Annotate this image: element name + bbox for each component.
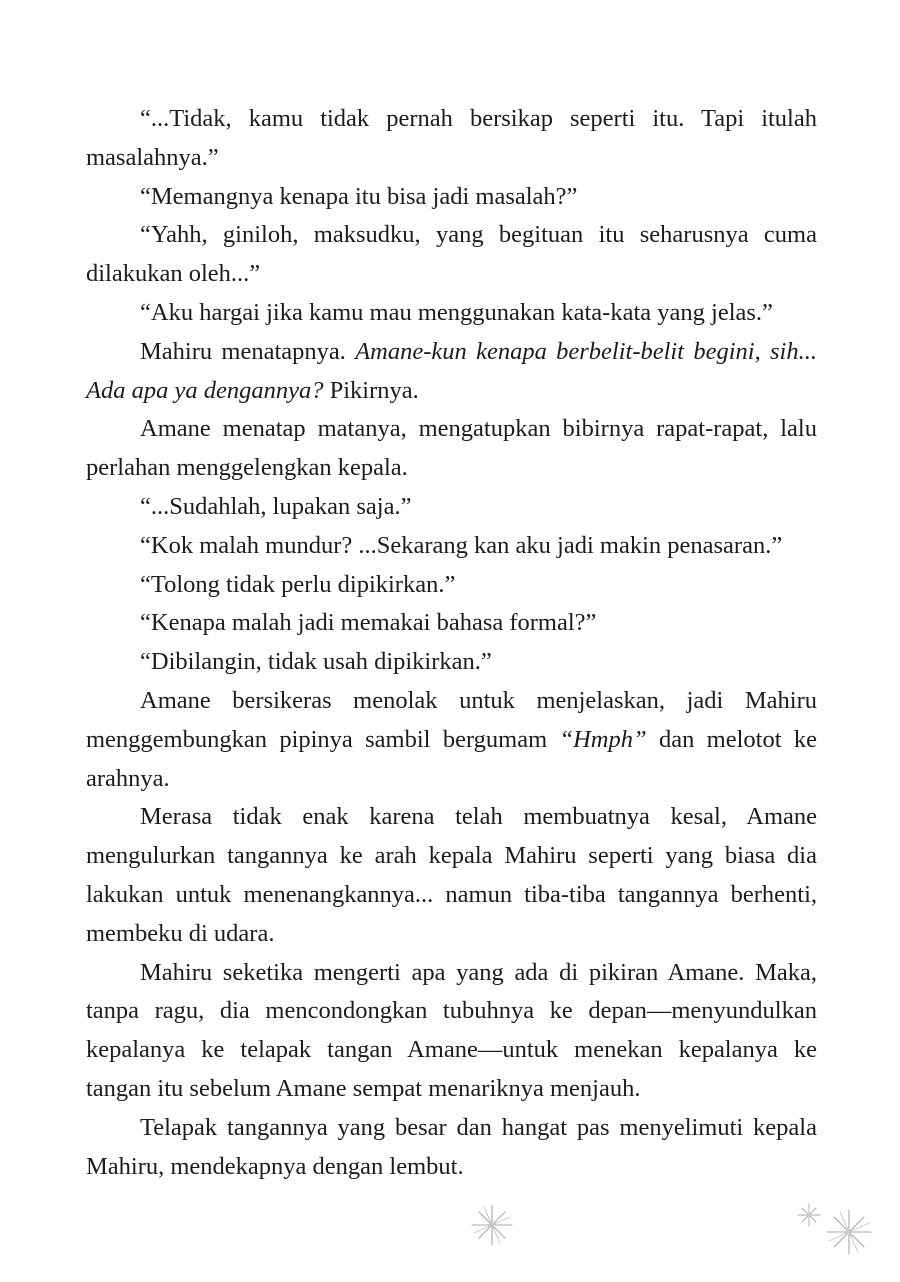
- paragraph-text: “Aku hargai jika kamu mau menggunakan kata-kata yang jelas.”: [140, 298, 773, 326]
- paragraph-text: Mahiru menatapnya.: [140, 337, 356, 365]
- paragraph: [86, 333, 817, 411]
- paragraph-text: Amane menatap matanya, mengatupkan bibirnya rapat-rapat, lalu perlahan menggelengkan kepala.: [86, 415, 817, 482]
- paragraph-text: “Yahh, giniloh, maksudku, yang begituan itu seharusnya cuma dilakukan oleh...”: [86, 221, 817, 288]
- paragraph-text: “...Tidak, kamu tidak pernah bersikap seperti itu. Tapi itulah masalahnya.”: [86, 105, 817, 171]
- italic-text: Amane-kun kenapa berbelit-belit begini, sih... Ada apa ya dengannya?: [86, 337, 817, 404]
- paragraph-text: Amane bersikeras menolak untuk menjelaskan, jadi Mahiru menggembungkan pipinya sambil bergumam: [86, 686, 817, 753]
- paragraph: [86, 954, 817, 1109]
- paragraph: [86, 604, 817, 643]
- paragraph-text: “Dibilangin, tidak usah dipikirkan.”: [140, 648, 492, 676]
- sparkle-icon: [471, 1204, 513, 1246]
- page-body: [86, 100, 817, 1186]
- paragraph: [86, 527, 817, 566]
- paragraph-text: “Kenapa malah jadi memakai bahasa formal?”: [140, 609, 597, 637]
- paragraph: [86, 682, 817, 798]
- paragraph-text: “Kok malah mundur? ...Sekarang kan aku jadi makin penasaran.”: [140, 531, 783, 559]
- paragraph-text: Telapak tangannya yang besar dan hangat pas menyelimuti kepala Mahiru, mendekapnya dengan lembut.: [86, 1113, 817, 1180]
- paragraph: [86, 178, 817, 217]
- paragraph-text: Mahiru seketika mengerti apa yang ada di pikiran Amane. Maka, tanpa ragu, dia mencondongkan tubuhnya ke depan—menyundulkan kepalanya ke telapak tangan Amane—untuk menekan kepalanya ke tangan itu sebelum Amane sempat menariknya menjauh.: [86, 958, 817, 1102]
- paragraph-text: “...Sudahlah, lupakan saja.”: [140, 492, 412, 520]
- paragraph: [86, 294, 817, 333]
- paragraph: [86, 798, 817, 953]
- paragraph: [86, 1109, 817, 1187]
- paragraph-text: “Memangnya kenapa itu bisa jadi masalah?”: [140, 182, 578, 210]
- paragraph-text: dan melotot ke arahnya.: [86, 725, 817, 792]
- paragraph-text: “Tolong tidak perlu dipikirkan.”: [140, 570, 456, 598]
- sparkle-icon-large: [825, 1208, 873, 1256]
- paragraph-text: Pikirnya.: [323, 376, 419, 404]
- italic-text: “Hmph”: [559, 725, 647, 753]
- paragraph: [86, 216, 817, 294]
- paragraph-text: Merasa tidak enak karena telah membuatnya kesal, Amane mengulurkan tangannya ke arah kepala Mahiru seperti yang biasa dia lakukan untuk menenangkannya... namun tiba-tiba tangannya berhenti, membeku di udara.: [86, 803, 817, 947]
- paragraph: [86, 566, 817, 605]
- paragraph: [86, 100, 817, 178]
- sparkle-icon-small: [797, 1203, 821, 1227]
- paragraph: [86, 488, 817, 527]
- paragraph: [86, 410, 817, 488]
- paragraph: [86, 643, 817, 682]
